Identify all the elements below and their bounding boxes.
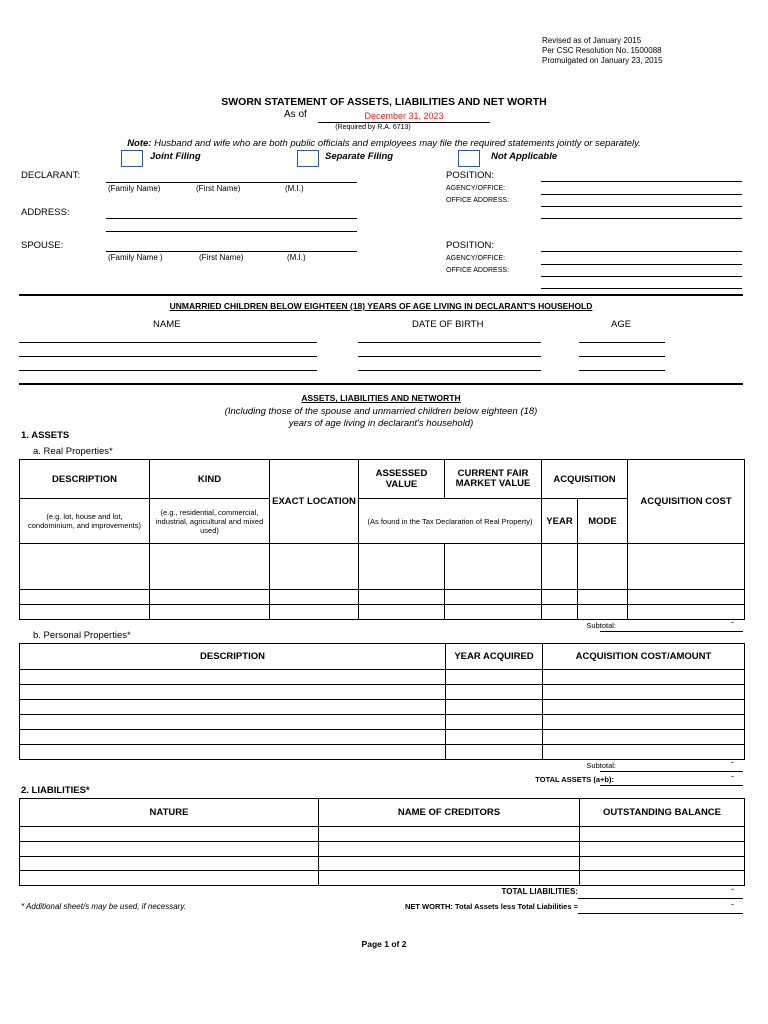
table-row[interactable] xyxy=(20,670,745,685)
personal-properties-table xyxy=(19,643,745,760)
real-desc-sub: (e.g. lot, house and lot, condominium, and improvements) xyxy=(20,499,150,544)
child-name-field-1[interactable] xyxy=(19,342,317,343)
table-row[interactable] xyxy=(20,590,745,605)
total-assets-line xyxy=(600,785,743,786)
table-row[interactable] xyxy=(20,842,745,857)
footnote: * Additional sheet/s may be used, if necessary. xyxy=(21,902,186,911)
spouse-agency-label: AGENCY/OFFICE: xyxy=(446,255,506,262)
real-properties-label: a. Real Properties* xyxy=(33,446,113,457)
revised-text: Revised as of January 2015 xyxy=(542,36,642,45)
spouse-mi: (M.I.) xyxy=(287,253,306,262)
not-applicable-label: Not Applicable xyxy=(491,151,558,162)
table-row[interactable] xyxy=(20,715,745,730)
declarant-office-address-field-2[interactable] xyxy=(541,218,742,219)
liab-creditors-header: NAME OF CREDITORS xyxy=(319,799,580,827)
declarant-agency-field[interactable] xyxy=(541,194,742,195)
total-liabilities-label: TOTAL LIABILITIES: xyxy=(501,887,578,896)
resolution-text: Per CSC Resolution No. 1500088 xyxy=(542,46,662,55)
children-heading: UNMARRIED CHILDREN BELOW EIGHTEEN (18) YEARS OF AGE LIVING IN DECLARANT'S HOUSEHOLD xyxy=(169,301,593,311)
not-applicable-checkbox[interactable] xyxy=(458,150,480,167)
spouse-position-field[interactable] xyxy=(541,251,742,252)
real-fmv-header: CURRENT FAIR MARKET VALUE xyxy=(445,460,542,499)
liabilities-table xyxy=(19,798,745,886)
real-kind-sub: (e.g., residential, commercial, industrial, agricultural and mixed used) xyxy=(150,499,270,544)
real-mode-header: MODE xyxy=(578,499,628,544)
as-of-underline xyxy=(318,122,490,123)
spouse-office-address-label: OFFICE ADDRESS: xyxy=(446,267,510,274)
section-divider xyxy=(19,294,743,296)
revision-block xyxy=(542,36,663,66)
alnw-subtitle-1: (Including those of the spouse and unmarried children below eighteen (18) xyxy=(224,406,538,417)
table-row[interactable] xyxy=(20,827,745,842)
total-liabilities-value: - xyxy=(731,884,734,894)
declarant-office-address-label: OFFICE ADDRESS: xyxy=(446,197,510,204)
net-worth-value: - xyxy=(731,899,734,909)
total-assets-label: TOTAL ASSETS (a+b): xyxy=(535,775,614,784)
alnw-subtitle-2: years of age living in declarant's household) xyxy=(288,418,474,429)
spouse-name-field[interactable] xyxy=(106,251,357,252)
spouse-office-address-field[interactable] xyxy=(541,276,742,277)
real-assessed-header: ASSESSED VALUE xyxy=(359,460,445,499)
children-age-header: AGE xyxy=(611,319,632,330)
page-title: SWORN STATEMENT OF ASSETS, LIABILITIES AND NET WORTH xyxy=(221,96,547,108)
as-of-date[interactable]: December 31, 2023 xyxy=(364,111,444,121)
real-subtotal-value: - xyxy=(731,617,734,627)
joint-filing-label: Joint Filing xyxy=(150,151,201,162)
child-age-field-1[interactable] xyxy=(579,342,665,343)
real-subtotal-line xyxy=(600,631,743,632)
real-properties-table xyxy=(19,459,745,620)
spouse-label: SPOUSE: xyxy=(21,240,64,251)
note xyxy=(0,138,768,149)
spouse-agency-field[interactable] xyxy=(541,264,742,265)
personal-desc-header: DESCRIPTION xyxy=(20,644,446,670)
table-row[interactable] xyxy=(20,685,745,700)
promulgated-text: Promulgated on January 23, 2015 xyxy=(542,56,663,65)
separate-filing-label: Separate Filing xyxy=(325,151,394,162)
spouse-family-name: (Family Name ) xyxy=(108,253,163,262)
spouse-office-address-field-2[interactable] xyxy=(541,288,742,289)
address-field-2[interactable] xyxy=(106,231,357,232)
child-age-field-3[interactable] xyxy=(579,370,665,371)
personal-cost-header: ACQUISITION COST/AMOUNT xyxy=(543,644,745,670)
real-tax-sub: (As found in the Tax Declaration of Real Property) xyxy=(359,499,542,544)
child-dob-field-1[interactable] xyxy=(358,342,541,343)
personal-subtotal-label: Subtotal: xyxy=(586,761,616,770)
real-acq-cost-header: ACQUISITION COST xyxy=(628,460,745,544)
total-assets-value: - xyxy=(731,771,734,781)
spouse-position-label: POSITION: xyxy=(446,240,495,251)
children-name-header: NAME xyxy=(153,319,181,330)
declarant-position-field[interactable] xyxy=(541,181,742,182)
declarant-position-label: POSITION: xyxy=(446,170,495,181)
section-divider-2 xyxy=(19,383,743,385)
spouse-first-name: (First Name) xyxy=(199,253,244,262)
child-name-field-3[interactable] xyxy=(19,370,317,371)
declarant-agency-label: AGENCY/OFFICE: xyxy=(446,185,506,192)
personal-properties-label: b. Personal Properties* xyxy=(33,630,131,641)
child-name-field-2[interactable] xyxy=(19,356,317,357)
child-dob-field-3[interactable] xyxy=(358,370,541,371)
personal-subtotal-value: - xyxy=(731,757,734,767)
table-row[interactable] xyxy=(20,730,745,745)
declarant-office-address-field[interactable] xyxy=(541,206,742,207)
table-row[interactable] xyxy=(20,544,745,590)
alnw-heading: ASSETS, LIABILITIES AND NETWORTH xyxy=(301,393,461,403)
page-number: Page 1 of 2 xyxy=(361,939,407,949)
real-acquisition-header: ACQUISITION xyxy=(542,460,628,499)
real-year-header: YEAR xyxy=(542,499,578,544)
real-location-header: EXACT LOCATION xyxy=(270,460,359,544)
separate-filing-checkbox[interactable] xyxy=(297,150,319,167)
note-label: Note: xyxy=(127,138,152,149)
table-row[interactable] xyxy=(20,857,745,871)
net-worth-line xyxy=(578,913,743,914)
child-dob-field-2[interactable] xyxy=(358,356,541,357)
declarant-mi: (M.I.) xyxy=(285,184,304,193)
as-of-label: As of xyxy=(284,109,307,120)
child-age-field-2[interactable] xyxy=(579,356,665,357)
declarant-first-name: (First Name) xyxy=(196,184,241,193)
note-text: Husband and wife who are both public officials and employees may file the required statements jointly or separately. xyxy=(151,138,641,149)
real-kind-header: KIND xyxy=(150,460,270,499)
declarant-name-field[interactable] xyxy=(106,182,357,183)
net-worth-label: NET WORTH: Total Assets less Total Liabilities = xyxy=(404,902,578,911)
address-label: ADDRESS: xyxy=(21,207,70,218)
table-row[interactable] xyxy=(20,700,745,715)
personal-year-header: YEAR ACQUIRED xyxy=(446,644,543,670)
real-desc-header: DESCRIPTION xyxy=(20,460,150,499)
children-dob-header: DATE OF BIRTH xyxy=(412,319,484,330)
liab-nature-header: NATURE xyxy=(20,799,319,827)
joint-filing-checkbox[interactable] xyxy=(121,150,143,167)
address-field-1[interactable] xyxy=(106,218,357,219)
real-subtotal-label: Subtotal: xyxy=(586,621,616,630)
liab-balance-header: OUTSTANDING BALANCE xyxy=(580,799,745,827)
assets-label: 1. ASSETS xyxy=(21,430,70,441)
declarant-family-name: (Family Name) xyxy=(108,184,161,193)
declarant-label: DECLARANT: xyxy=(21,170,81,181)
required-by: (Required by R.A. 6713) xyxy=(335,124,411,131)
liabilities-label: 2. LIABILITIES* xyxy=(21,785,90,796)
